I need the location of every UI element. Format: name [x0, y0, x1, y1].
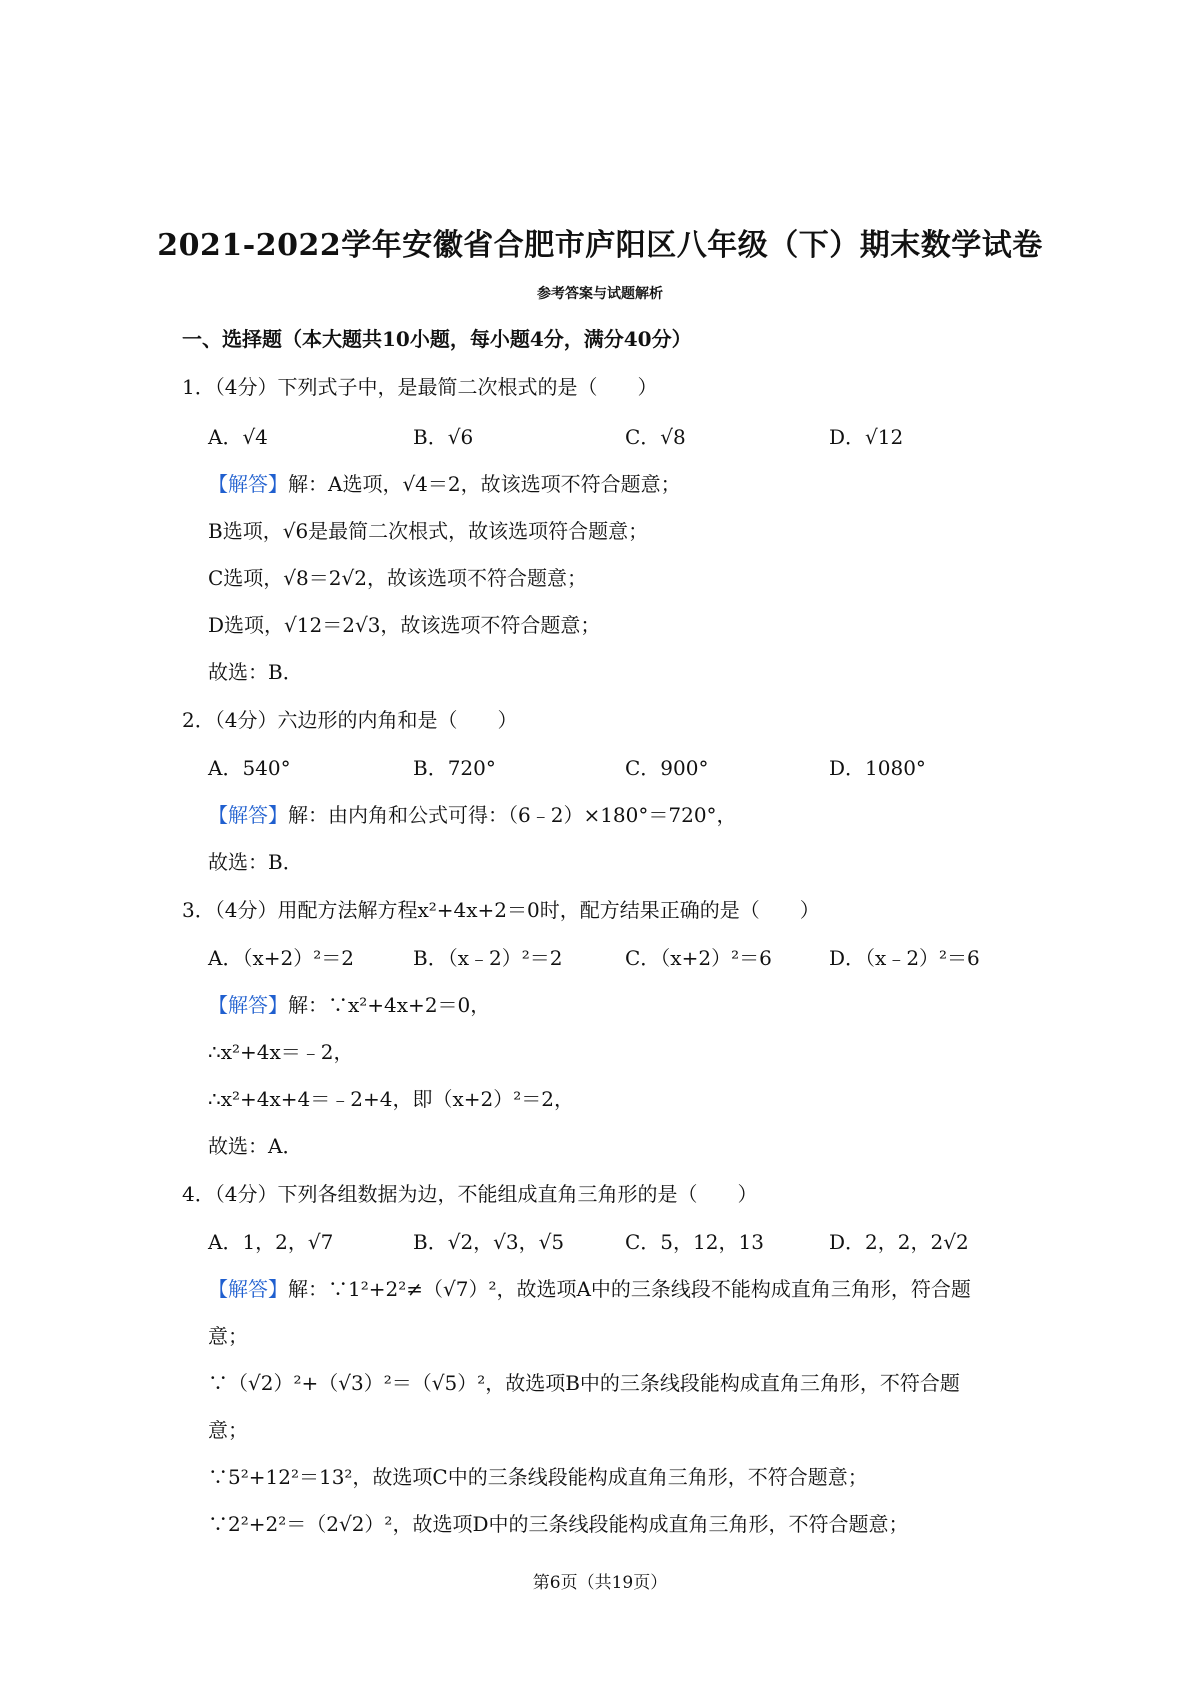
- page-title: 2021-2022学年安徽省合肥市庐阳区八年级（下）期末数学试卷: [157, 228, 1043, 263]
- q2-solution-line: 故选：B．: [208, 850, 303, 874]
- q4-option-d: D．2，2，2√2: [829, 1230, 969, 1254]
- q2-option-a: A．540°: [208, 756, 291, 780]
- q2-option-b: B．720°: [413, 756, 496, 780]
- q1-option-b: B．√6: [413, 425, 474, 449]
- answer-tag: 【解答】: [208, 993, 288, 1017]
- q4-option-c: C．5，12，13: [625, 1230, 764, 1254]
- q4-solution-line: ∵（√2）²+（√3）²＝（√5）²，故选项B中的三条线段能构成直角三角形，不符合题: [208, 1371, 960, 1395]
- q1-solution-line: C选项，√8＝2√2，故该选项不符合题意；: [208, 566, 587, 590]
- q3-option-c: C．（x+2）²＝6: [625, 946, 772, 970]
- q3-solution-line: 【解答】解：∵x²+4x+2＝0，: [208, 993, 491, 1017]
- section-heading: 一、选择题（本大题共10小题，每小题4分，满分40分）: [182, 327, 692, 351]
- q1-solution-line: 故选：B．: [208, 660, 303, 684]
- question-1-stem: 1．（4分）下列式子中，是最简二次根式的是（ ）: [182, 375, 658, 399]
- q3-option-d: D．（x﹣2）²＝6: [829, 946, 980, 970]
- q3-solution-line: 故选：A．: [208, 1134, 303, 1158]
- q3-option-a: A．（x+2）²＝2: [208, 946, 354, 970]
- q4-solution-line: 意；: [208, 1418, 248, 1442]
- q4-option-a: A．1，2，√7: [208, 1230, 334, 1254]
- q3-solution-line: ∴x²+4x+4＝﹣2+4，即（x+2）²＝2，: [208, 1087, 574, 1111]
- question-4-stem: 4．（4分）下列各组数据为边，不能组成直角三角形的是（ ）: [182, 1182, 758, 1206]
- q3-option-b: B．（x﹣2）²＝2: [413, 946, 563, 970]
- q3-solution-line: ∴x²+4x＝﹣2，: [208, 1040, 354, 1064]
- page-number-footer: 第6页（共19页）: [532, 1573, 668, 1593]
- q4-solution-line: 意；: [208, 1324, 248, 1348]
- question-3-stem: 3．（4分）用配方法解方程x²+4x+2＝0时，配方结果正确的是（ ）: [182, 898, 820, 922]
- q2-option-d: D．1080°: [829, 756, 926, 780]
- q2-solution-line: 【解答】解：由内角和公式可得：（6﹣2）×180°＝720°，: [208, 803, 737, 827]
- answer-tag: 【解答】: [208, 472, 288, 496]
- q1-solution-line: D选项，√12＝2√3，故该选项不符合题意；: [208, 613, 601, 637]
- q4-solution-line: ∵5²+12²＝13²，故选项C中的三条线段能构成直角三角形，不符合题意；: [208, 1465, 868, 1489]
- q1-option-a: A．√4: [208, 425, 268, 449]
- answer-tag: 【解答】: [208, 803, 288, 827]
- question-2-stem: 2．（4分）六边形的内角和是（ ）: [182, 708, 518, 732]
- answer-tag: 【解答】: [208, 1277, 288, 1301]
- q1-option-c: C．√8: [625, 425, 686, 449]
- q2-option-c: C．900°: [625, 756, 709, 780]
- q1-option-d: D．√12: [829, 425, 904, 449]
- page-subtitle: 参考答案与试题解析: [537, 286, 663, 302]
- q1-solution-line: B选项，√6是最简二次根式，故该选项符合题意；: [208, 519, 649, 543]
- q1-solution-line: 【解答】解：A选项，√4＝2，故该选项不符合题意；: [208, 472, 681, 496]
- q4-solution-line: 【解答】解：∵1²+2²≠（√7）²，故选项A中的三条线段不能构成直角三角形，符合题: [208, 1277, 971, 1301]
- q4-option-b: B．√2，√3，√5: [413, 1230, 565, 1254]
- q4-solution-line: ∵2²+2²＝（2√2）²，故选项D中的三条线段能构成直角三角形，不符合题意；: [208, 1512, 909, 1536]
